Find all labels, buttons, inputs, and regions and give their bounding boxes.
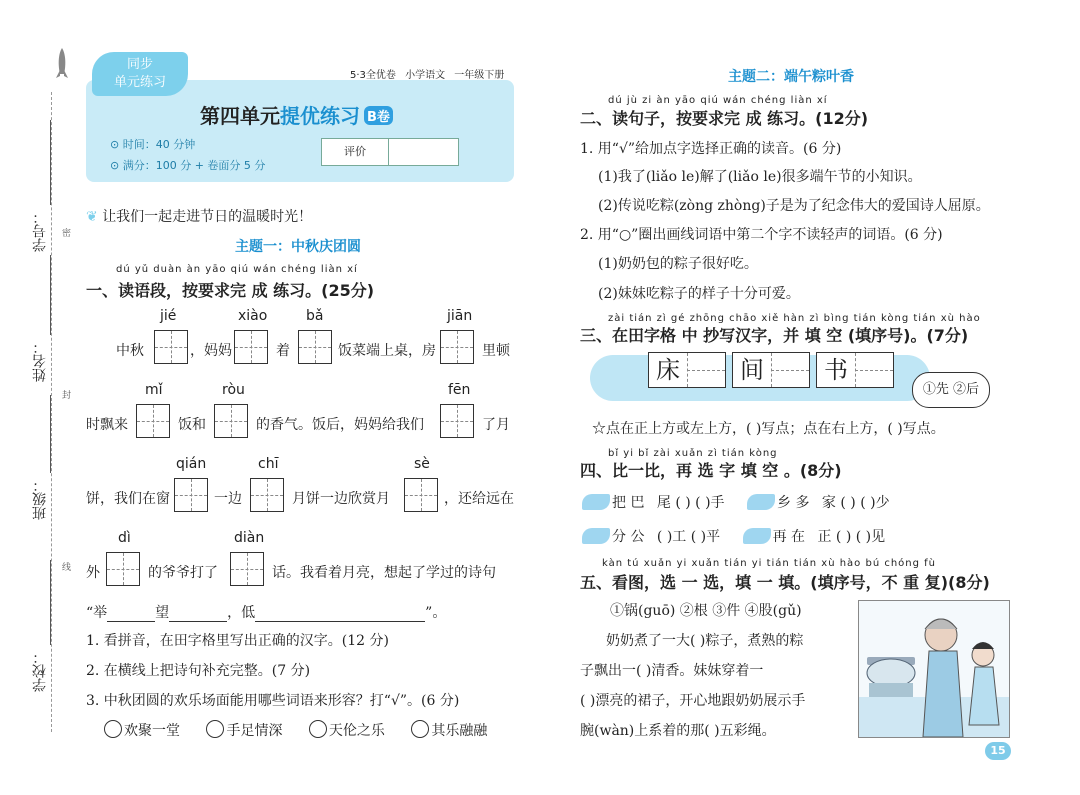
sec4-row2: 分 公 ( )工 ( )平 再 在 正 ( ) ( )见 — [582, 526, 885, 546]
q3-options — [104, 720, 487, 740]
sec4-pinyin: bǐ yi bǐ zài xuǎn zì tián kòng — [608, 448, 778, 459]
sec1-title: 一、读语段，按要求完 成 练习。(25分) — [86, 281, 375, 300]
sec4-row1: 把 巴 尾 ( ) ( )手 乡 多 家 ( ) ( )少 — [582, 492, 890, 512]
sec5-line1: 奶奶煮了一大( )粽子，煮熟的粽 — [606, 633, 804, 649]
time-info: ⊙ 时间：40 分钟 — [110, 138, 196, 151]
row3-text-2: 一边 — [214, 491, 242, 507]
writing-grid-fen[interactable] — [440, 404, 474, 438]
series-info: 5·3全优卷 小学语文 一年级下册 — [350, 70, 505, 81]
pinyin-jie: jié — [160, 308, 177, 324]
row4-text-1: 外 — [86, 565, 100, 581]
sec2-q1: 1. 用“√”给加点字选择正确的读音。(6 分) — [580, 141, 842, 157]
leaf-icon — [582, 528, 610, 544]
student-id-label: 学号： — [32, 210, 48, 252]
poem-blank-2[interactable] — [169, 605, 227, 622]
writing-grid-se[interactable] — [404, 478, 438, 512]
rocket-icon — [54, 46, 70, 86]
sec5-line3: ( )漂亮的裙子，开心地跟奶奶展示手 — [580, 693, 806, 709]
row2-text-4: 了月 — [482, 417, 510, 433]
pinyin-ba: bǎ — [306, 308, 324, 324]
pinyin-di: dì — [118, 530, 131, 546]
class-label: 班级： — [32, 478, 48, 520]
school-line — [50, 560, 51, 645]
row4-text-2: 的爷爷打了 — [148, 565, 218, 581]
sec5-line4: 腕(wàn)上系着的那( )五彩绳。 — [580, 723, 776, 739]
writing-grid-xiao[interactable] — [234, 330, 268, 364]
sec3-pinyin: zài tián zì gé zhōng chāo xiě hàn zì bìng tián kòng tián xù hào — [608, 313, 981, 324]
poem-blank-1[interactable] — [107, 605, 155, 622]
writing-grid-jie[interactable] — [154, 330, 188, 364]
pinyin-se: sè — [414, 456, 430, 472]
row1-text-4: 饭菜端上桌，房 — [338, 343, 436, 359]
class-line — [50, 395, 51, 473]
student-id-line — [50, 120, 51, 205]
evaluation-box[interactable] — [321, 138, 459, 166]
grandma-cooking-illustration — [858, 600, 1010, 738]
sec3-task: ☆点在正上方或左上方，( )写点；点在右上方，( )写点。 — [592, 421, 945, 437]
sec2-line1: (1)我了(liǎo le)解了(liǎo le)很多端午节的小知识。 — [598, 169, 922, 185]
sec2-q2: 2. 用“○”圈出画线词语中第二个字不读轻声的词语。(6 分) — [580, 227, 943, 243]
leaf-icon — [582, 494, 610, 510]
fold-mark-feng: 封 — [62, 388, 71, 401]
writing-grid-ba[interactable] — [298, 330, 332, 364]
sec2-line2: (2)传说吃粽(zòng zhòng)子是为了纪念伟大的爱国诗人屈原。 — [598, 198, 990, 214]
sec5-pinyin: kàn tú xuǎn yi xuǎn tián yi tián tián xù hào bú chóng fù — [602, 558, 937, 569]
writing-grid-mi[interactable] — [136, 404, 170, 438]
row2-text-3: 的香气。饭后，妈妈给我们 — [256, 417, 424, 433]
fold-mark-xian: 线 — [62, 560, 71, 573]
row1-text-3: 着 — [276, 343, 290, 359]
copy-box-chuang[interactable]: 床 — [648, 352, 726, 388]
pinyin-dian: diàn — [234, 530, 265, 546]
q3-option-4[interactable]: 其乐融融 — [411, 723, 487, 739]
school-label: 学校： — [32, 650, 48, 692]
sec1-q3: 3. 中秋团圆的欢乐场面能用哪些词语来形容？打“√”。(6 分) — [86, 693, 460, 709]
sec2-line4: (2)妹妹吃粽子的样子十分可爱。 — [598, 286, 800, 302]
row2-text-1: 时飘来 — [86, 417, 128, 433]
fold-mark-mi: 密 — [62, 226, 71, 239]
name-line — [50, 255, 51, 335]
pinyin-qian: qián — [176, 456, 207, 472]
theme2-title: 主题二：端午粽叶香 — [728, 69, 854, 85]
writing-grid-rou[interactable] — [214, 404, 248, 438]
writing-grid-jian[interactable] — [440, 330, 474, 364]
sec1-q1: 1. 看拼音，在田字格里写出正确的汉字。(12 分) — [86, 633, 389, 649]
pinyin-xiao: xiào — [238, 308, 268, 324]
sec5-options: ①锅(guō) ②根 ③件 ④股(gǔ) — [610, 603, 802, 619]
score-info: ⊙ 满分：100 分 + 卷面分 5 分 — [110, 159, 266, 172]
row4-text-3: 话。我看着月亮，想起了学过的诗句 — [272, 565, 496, 581]
pinyin-rou: ròu — [222, 382, 245, 398]
leaf-icon: ❦ — [86, 209, 98, 225]
writing-grid-di[interactable] — [106, 552, 140, 586]
pinyin-mi: mǐ — [145, 382, 163, 398]
pinyin-fen: fēn — [448, 382, 471, 398]
sec2-title: 二、读句子，按要求完 成 练习。(12分) — [580, 109, 869, 128]
q3-option-1[interactable]: 欢聚一堂 — [104, 723, 180, 739]
page-number: 15 — [985, 742, 1011, 760]
sec2-line3: (1)奶奶包的粽子很好吃。 — [598, 256, 758, 272]
sec4-title: 四、比一比，再 选 字 填 空 。(8分) — [580, 461, 842, 480]
intro-line: ❦ 让我们一起走进节日的温暖时光！ — [86, 209, 313, 225]
copy-box-jian[interactable]: 间 — [732, 352, 810, 388]
row3-text-3: 月饼一边欣赏月 — [292, 491, 390, 507]
sec1-q2: 2. 在横线上把诗句补充完整。(7 分) — [86, 663, 311, 679]
sec2-pinyin: dú jù zi àn yāo qiú wán chéng liàn xí — [608, 95, 828, 106]
row1-text-5: 里顿 — [482, 343, 510, 359]
sec5-line2: 子飘出一( )清香。妹妹穿着一 — [580, 663, 764, 679]
writing-grid-dian[interactable] — [230, 552, 264, 586]
page-title: 第四单元提优练习 B卷 — [200, 100, 393, 129]
evaluation-label: 评价 — [322, 139, 389, 165]
row2-text-2: 饭和 — [178, 417, 206, 433]
leaf-icon — [747, 494, 775, 510]
sec5-title: 五、看图，选 一 选，填 一 填。(填序号，不 重 复)(8分) — [580, 573, 990, 592]
sync-badge: 同步 单元练习 — [92, 52, 188, 96]
row3-text-4: ，还给远在 — [444, 491, 514, 507]
copy-box-shu[interactable]: 书 — [816, 352, 894, 388]
sec3-title: 三、在田字格 中 抄写汉字，并 填 空 (填序号)。(7分) — [580, 326, 969, 345]
row1-text-2: ，妈妈 — [190, 343, 232, 359]
q3-option-2[interactable]: 手足情深 — [206, 723, 282, 739]
row1-text-1: 中秋 — [116, 343, 144, 359]
name-label: 姓名： — [32, 340, 48, 382]
leaf-icon — [743, 528, 771, 544]
poem-blank-3[interactable] — [255, 605, 425, 622]
q3-option-3[interactable]: 天伦之乐 — [309, 723, 385, 739]
poem-fill-line: “举 望 ，低 ”。 — [86, 605, 447, 621]
writing-grid-qian[interactable] — [174, 478, 208, 512]
pinyin-jian: jiān — [447, 308, 473, 324]
sec3-options: ①先 ②后 — [912, 372, 990, 408]
pinyin-chi: chī — [258, 456, 279, 472]
sec1-pinyin: dú yǔ duàn àn yāo qiú wán chéng liàn xí — [116, 264, 358, 275]
binding-dashed-line — [51, 92, 52, 732]
writing-grid-chi[interactable] — [250, 478, 284, 512]
row3-text-1: 饼，我们在窗 — [86, 491, 170, 507]
theme1-title: 主题一：中秋庆团圆 — [235, 239, 361, 255]
